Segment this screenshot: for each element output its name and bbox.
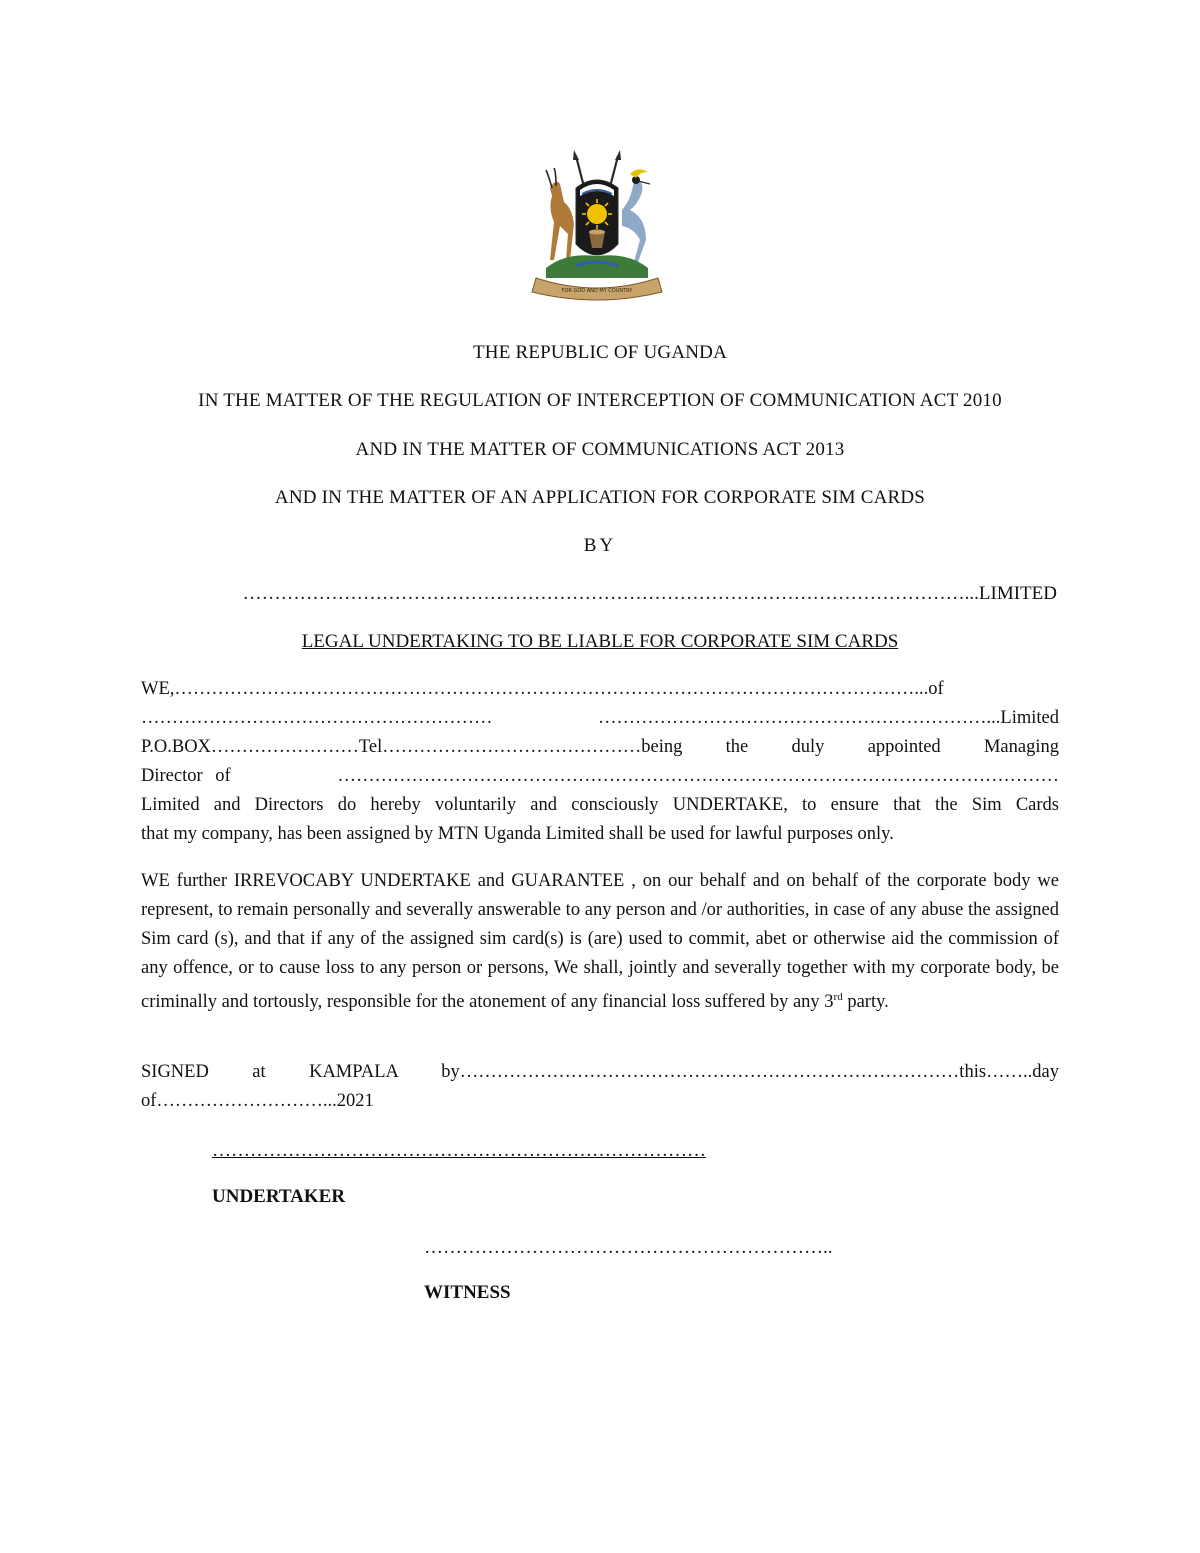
undertaker-signature-line: ……………………………………………………………………	[212, 1140, 706, 1161]
director-blank: ………………………………………………………………………………………………………	[337, 766, 1059, 786]
kob	[550, 182, 574, 260]
signed-line: SIGNED at KAMPALA by………………………………………………………………………this……..day	[141, 1062, 1059, 1082]
witness-label: WITNESS	[424, 1282, 511, 1303]
uganda-coat-of-arms-icon	[526, 148, 668, 302]
witness-signature-line: ………………………………………………………..	[424, 1237, 833, 1258]
undertaking-paragraph	[141, 675, 1059, 849]
company-line	[141, 704, 1059, 733]
company-limited-blank: ………………………………………………………...Limited	[598, 708, 1059, 728]
crane-crown	[630, 169, 648, 178]
signed-paragraph	[141, 1058, 1059, 1116]
date-line: of………………………...2021	[141, 1091, 374, 1111]
guarantee-text: WE further IRREVOCABY UNDERTAKE and GUARANTEE , on our behalf and on behalf of the corporate body we represent, to remain personally and severally answerable to any person and /or authorities, in case of any abuse the assigned Sim card (s), and that if any of the assigned sim card(s) is (are) used to commit, abet or otherwise aid the commission of any offence, or to cause loss to any person or persons, We shall, jointly and severally together with my corporate body, be criminally and tortously, responsible for the atonement of any financial loss suffered by any 3	[141, 871, 1059, 1013]
sun	[587, 204, 607, 224]
guarantee-paragraph	[141, 867, 1059, 1017]
director-of-label: Director of	[141, 766, 231, 786]
address-blank: …………………………………………………	[141, 708, 493, 728]
we-line-text: WE,…………………………………………………………………………………………………………...of	[141, 679, 944, 699]
guarantee-tail: party.	[842, 992, 889, 1013]
matter-heading-3: AND IN THE MATTER OF AN APPLICATION FOR CORPORATE SIM CARDS	[274, 487, 926, 508]
document-title: LEGAL UNDERTAKING TO BE LIABLE FOR CORPORATE SIM CARDS	[301, 631, 899, 652]
pobox-word-3: duly	[791, 737, 825, 757]
matter-heading-1: IN THE MATTER OF THE REGULATION OF INTERCEPTION OF COMMUNICATION ACT 2010	[198, 390, 1002, 411]
limited-fill-line: ……………………………………………………………………………………………………...LIMITED	[242, 583, 1057, 604]
motto-text: FOR GOD AND MY COUNTRY	[561, 288, 633, 294]
pobox-word-2: the	[725, 737, 749, 757]
pobox-word-5: Managing	[983, 737, 1059, 757]
ordinal-suffix: rd	[833, 991, 843, 1003]
crane	[622, 181, 646, 262]
pobox-word-4: appointed	[867, 737, 941, 757]
pobox-line	[141, 733, 1059, 762]
by-heading: BY	[583, 535, 617, 556]
matter-heading-2: AND IN THE MATTER OF COMMUNICATIONS ACT 2013	[355, 439, 845, 460]
mound	[546, 255, 648, 278]
undertaker-label: UNDERTAKER	[212, 1186, 346, 1207]
pobox-word-1: P.O.BOX……………………Tel……………………………………being	[141, 737, 683, 757]
undertake-line: Limited and Directors do hereby voluntarily and consciously UNDERTAKE, to ensure that the Sim Cards	[141, 795, 1059, 815]
director-line	[141, 762, 1059, 791]
we-line	[141, 675, 1059, 704]
republic-heading: THE REPUBLIC OF UGANDA	[472, 342, 728, 363]
lawful-line: that my company, has been assigned by MTN Uganda Limited shall be used for lawful purposes only.	[141, 824, 894, 844]
